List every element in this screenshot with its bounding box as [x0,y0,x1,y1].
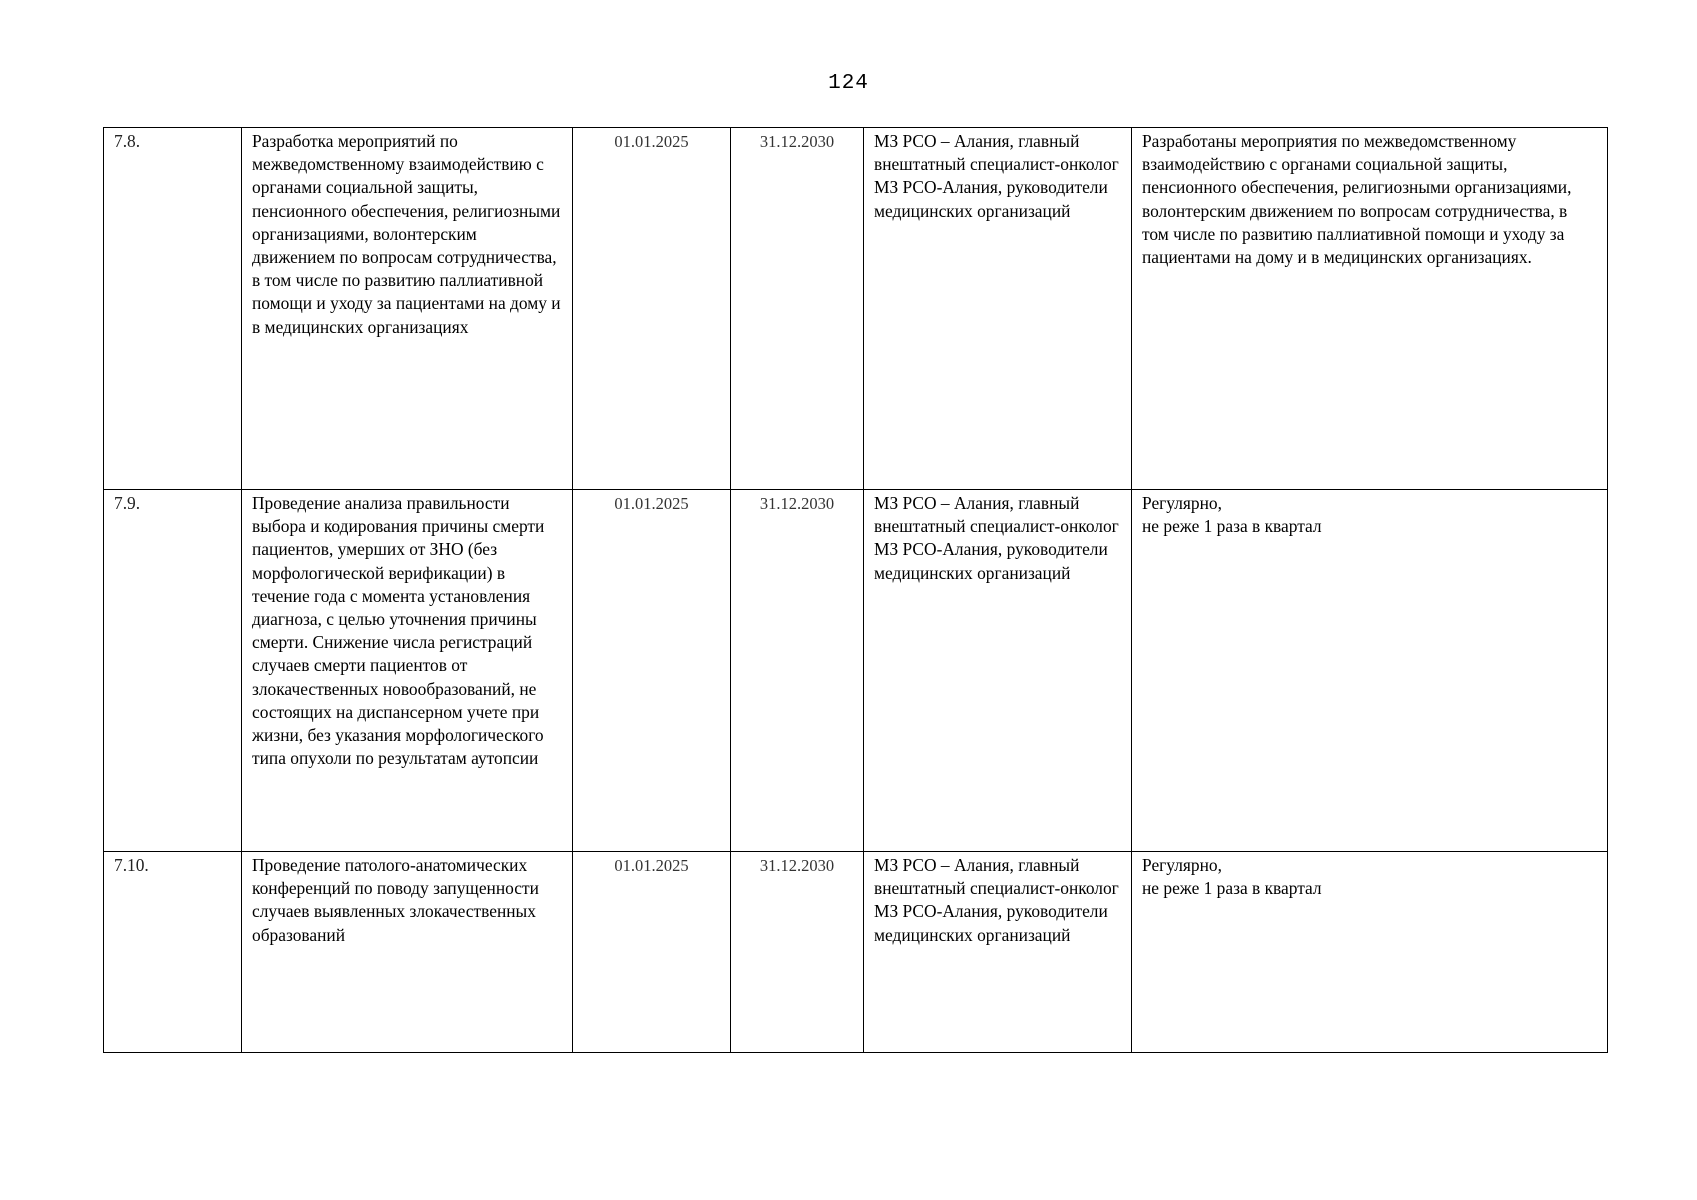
activity-description: Проведение патолого-анатомических конференций по поводу запущенности случаев выявленных злокачественных образований [242,852,573,1053]
item-number: 7.9. [104,490,242,852]
expected-result: Регулярно, не реже 1 раза в квартал [1132,852,1608,1053]
table-row [104,128,1608,490]
end-date: 31.12.2030 [731,852,864,1053]
start-date: 01.01.2025 [573,128,731,490]
responsible-parties: МЗ РСО – Алания, главный внештатный специалист-онколог МЗ РСО-Алания, руководители медицинских организаций [864,490,1132,852]
start-date: 01.01.2025 [573,490,731,852]
activity-description: Проведение анализа правильности выбора и кодирования причины смерти пациентов, умерших от ЗНО (без морфологической верификации) в течение года с момента установления диагноза, с целью уточнения причины смерти. Снижение числа регистраций случаев смерти пациентов от злокачественных новообразований, не состоящих на диспансерном учете при жизни, без указания морфологического типа опухоли по результатам аутопсии [242,490,573,852]
page-number: 124 [828,72,869,95]
end-date: 31.12.2030 [731,128,864,490]
expected-result: Разработаны мероприятия по межведомственному взаимодействию с органами социальной защиты, пенсионного обеспечения, религиозными организациями, волонтерским движением по вопросам сотрудничества, в том числе по развитию паллиативной помощи и уходу за пациентами на дому и в медицинских организациях. [1132,128,1608,490]
table-row [104,852,1608,1053]
item-number: 7.10. [104,852,242,1053]
end-date: 31.12.2030 [731,490,864,852]
activities-table [103,127,1608,1053]
responsible-parties: МЗ РСО – Алания, главный внештатный специалист-онколог МЗ РСО-Алания, руководители медицинских организаций [864,128,1132,490]
activity-description: Разработка мероприятий по межведомственному взаимодействию с органами социальной защиты, пенсионного обеспечения, религиозными организациями, волонтерским движением по вопросам сотрудничества, в том числе по развитию паллиативной помощи и уходу за пациентами на дому и в медицинских организациях [242,128,573,490]
table-row [104,490,1608,852]
expected-result: Регулярно, не реже 1 раза в квартал [1132,490,1608,852]
start-date: 01.01.2025 [573,852,731,1053]
item-number: 7.8. [104,128,242,490]
responsible-parties: МЗ РСО – Алания, главный внештатный специалист-онколог МЗ РСО-Алания, руководители медицинских организаций [864,852,1132,1053]
